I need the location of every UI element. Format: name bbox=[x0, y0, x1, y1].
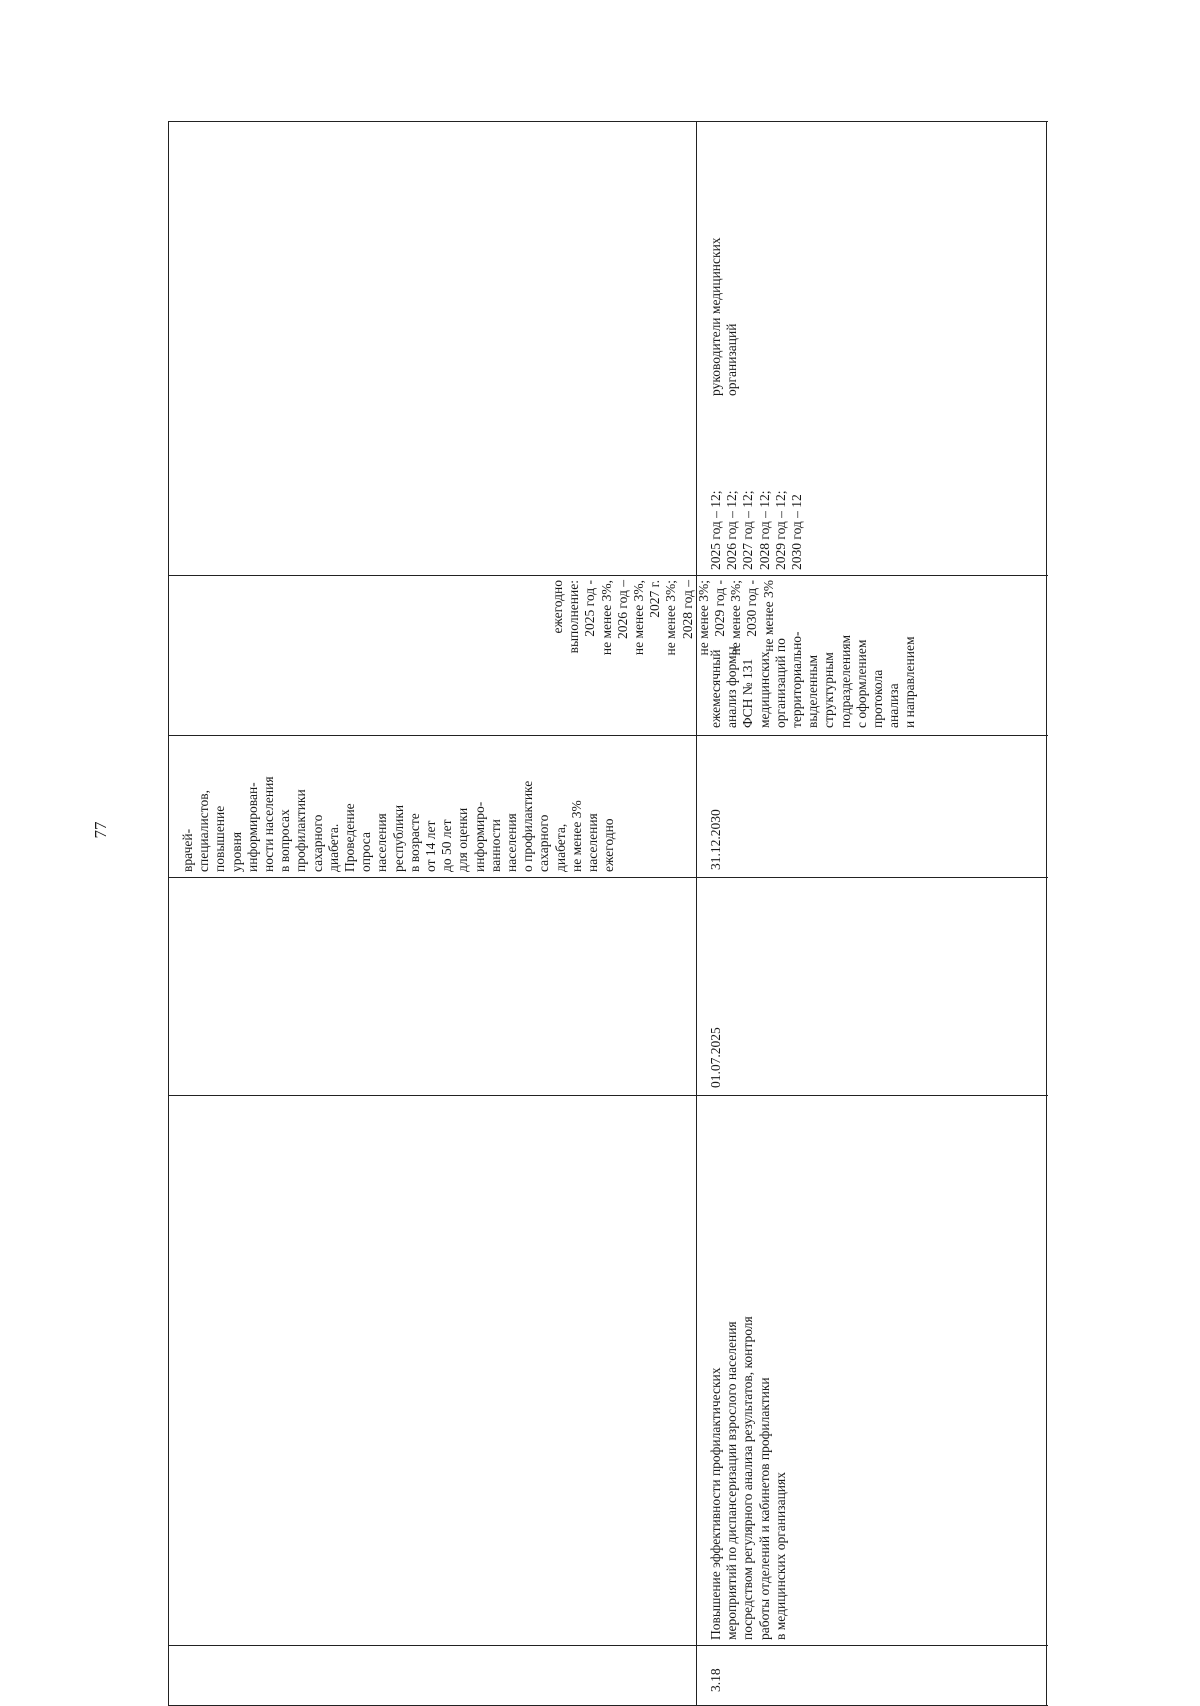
column-divider bbox=[168, 575, 1048, 576]
text-line: руководители медицинских bbox=[708, 237, 723, 396]
column-divider bbox=[168, 877, 1048, 878]
text-line: территориально- bbox=[789, 631, 805, 728]
text-line: работы отделений и кабинетов профилактики bbox=[756, 1377, 772, 1640]
text-line: повышение bbox=[212, 805, 228, 872]
text-line: организаций bbox=[724, 323, 740, 396]
text-line: ежемесячный bbox=[708, 649, 723, 728]
text-line: в вопросах bbox=[277, 809, 293, 872]
text-line: ванности bbox=[487, 819, 503, 872]
table-border-right bbox=[168, 121, 1048, 122]
text-line: не менее 3%, bbox=[631, 580, 647, 656]
text-line: диабета. bbox=[325, 823, 341, 872]
text-line: 2030 год - bbox=[744, 580, 760, 637]
text-line: ФСН № 131 bbox=[740, 658, 756, 728]
text-line: республики bbox=[390, 804, 406, 872]
text-line: 2028 год – bbox=[679, 580, 695, 639]
text-line: в медицинских организациях bbox=[772, 1472, 788, 1640]
row-number: 3.18 bbox=[708, 1668, 723, 1692]
text-line: информирован- bbox=[244, 782, 260, 872]
text-line: Проведение bbox=[342, 803, 358, 872]
text-line: 2028 год – 12; bbox=[756, 490, 772, 570]
text-line: 2030 год – 12 bbox=[789, 494, 805, 570]
table-border-top bbox=[168, 122, 169, 1706]
indicator-cell bbox=[708, 490, 805, 570]
text-line: населения bbox=[585, 813, 601, 872]
text-line: 2027 г. bbox=[647, 580, 663, 618]
text-line: профилактики bbox=[293, 789, 309, 872]
text-line: мероприятий по диспансеризации взрослого населения bbox=[724, 1321, 740, 1640]
text-line: 2027 год – 12; bbox=[740, 490, 756, 570]
text-line: населения bbox=[504, 813, 520, 872]
text-line: сахарного bbox=[309, 814, 325, 872]
end-date: 31.12.2030 bbox=[708, 809, 723, 870]
text-line: организаций по bbox=[772, 638, 788, 728]
text-line: анализ формы bbox=[724, 646, 740, 728]
text-line: ежегодно bbox=[550, 580, 565, 634]
text-line: сахарного bbox=[536, 814, 552, 872]
start-date: 01.07.2025 bbox=[708, 1027, 723, 1088]
text-line: ежегодно bbox=[601, 818, 617, 872]
event-cell bbox=[708, 631, 919, 728]
table-border-bottom bbox=[1046, 122, 1047, 1706]
responsible-cell bbox=[708, 237, 740, 396]
event-continuation-cell bbox=[180, 776, 617, 872]
text-line: структурным bbox=[821, 652, 837, 728]
text-line: не менее 3%; bbox=[728, 580, 744, 656]
text-line: не менее 3%; bbox=[663, 580, 679, 656]
text-line: 2029 год - bbox=[712, 580, 728, 637]
page-number: 77 bbox=[91, 821, 110, 839]
text-line: 2026 год – bbox=[614, 580, 630, 639]
text-line: посредством регулярного анализа результатов, контроля bbox=[740, 1316, 756, 1640]
text-line: не менее 3% bbox=[760, 580, 776, 652]
text-line: от 14 лет bbox=[423, 820, 439, 872]
text-line: уровня bbox=[228, 831, 244, 872]
text-line: специалистов, bbox=[196, 790, 212, 872]
text-line: выделенным bbox=[805, 654, 821, 728]
column-divider bbox=[168, 1095, 1048, 1096]
text-line: 2026 год – 12; bbox=[724, 490, 740, 570]
text-line: в возрасте bbox=[406, 813, 422, 872]
text-line: и направлением bbox=[902, 636, 918, 728]
text-line: опроса bbox=[358, 832, 374, 872]
text-line: до 50 лет bbox=[439, 819, 455, 872]
text-line: подразделениям bbox=[837, 634, 853, 728]
text-line: о профилактике bbox=[520, 780, 536, 872]
text-line: 2025 год - bbox=[582, 580, 598, 637]
text-line: не менее 3% bbox=[568, 800, 584, 872]
row-divider bbox=[696, 122, 697, 1706]
text-line: информиро- bbox=[471, 801, 487, 872]
text-line: не менее 3%, bbox=[598, 580, 614, 656]
column-divider bbox=[168, 1645, 1048, 1646]
text-line: ности населения bbox=[261, 776, 277, 872]
text-line: врачей- bbox=[180, 828, 195, 872]
row-title-cell bbox=[708, 1316, 789, 1640]
text-line: протокола bbox=[870, 669, 886, 728]
text-line: для оценки bbox=[455, 807, 471, 872]
text-line: с оформлением bbox=[853, 639, 869, 728]
text-line: диабета, bbox=[552, 823, 568, 872]
text-line: медицинских bbox=[756, 651, 772, 728]
column-divider bbox=[168, 735, 1048, 736]
text-line: Повышение эффективности профилактических bbox=[708, 1367, 723, 1640]
text-line: анализа bbox=[886, 683, 902, 728]
text-line: 2025 год – 12; bbox=[708, 490, 723, 570]
text-line: не менее 3%; bbox=[695, 580, 711, 656]
text-line: 2029 год – 12; bbox=[772, 490, 788, 570]
table-sheet bbox=[168, 122, 1048, 1706]
text-line: населения bbox=[374, 813, 390, 872]
text-line: выполнение: bbox=[566, 580, 582, 654]
